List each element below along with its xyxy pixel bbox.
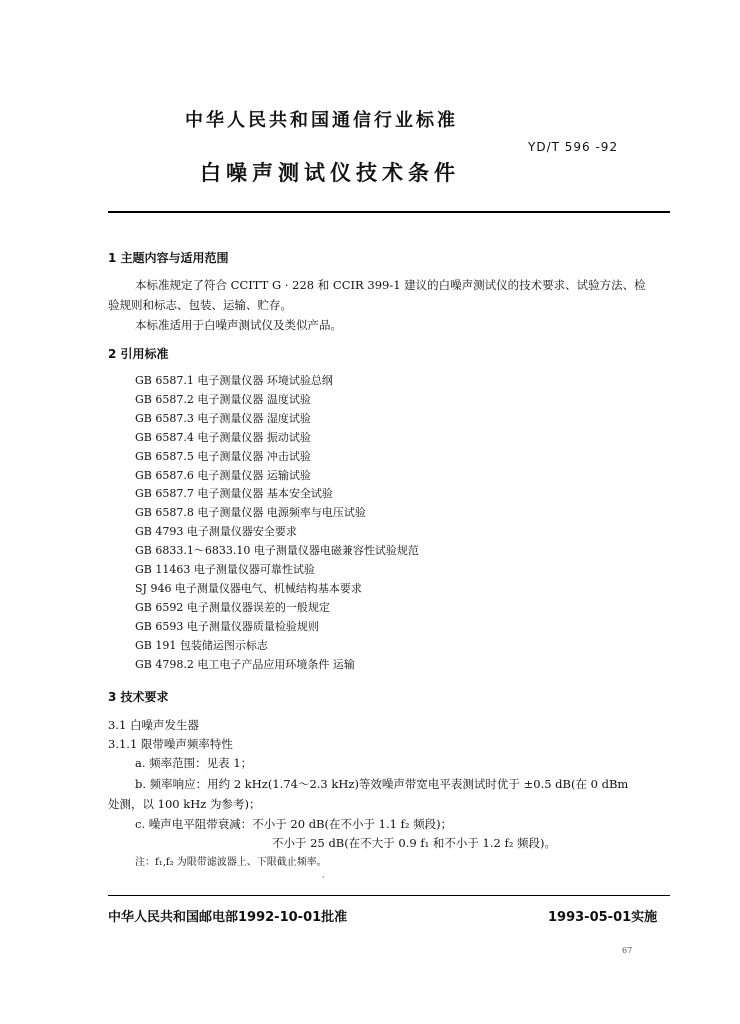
item-b-line-2: 处测，以 100 kHz 为参考)； [108, 797, 261, 811]
effective-date: 1993-05-01实施 [548, 910, 658, 925]
header-divider [108, 211, 670, 213]
reference-item: GB 6587.2 电子测量仪器 温度试验 [135, 392, 311, 406]
reference-item: GB 6587.1 电子测量仪器 环境试验总纲 [135, 374, 333, 387]
reference-item: GB 4798.2 电工电子产品应用环境条件 运输 [135, 657, 355, 671]
approval-statement: 中华人民共和国邮电部1992-10-01批准 [108, 910, 348, 925]
reference-item: GB 6587.8 电子测量仪器 电源频率与电压试验 [135, 506, 366, 520]
item-a: a. 频率范围：见表 1； [135, 756, 253, 770]
note: 注：f₁,f₂ 为限带滤波器上、下限截止频率。 [135, 857, 327, 868]
section-1-heading: 1 主题内容与适用范围 [108, 251, 229, 265]
section-2-heading: 2 引用标准 [108, 347, 169, 361]
footer-divider [108, 895, 670, 896]
reference-item: GB 191 包装储运图示标志 [135, 638, 268, 652]
page-number: 67 [622, 946, 633, 955]
item-b-line-1: b. 频率响应：用约 2 kHz(1.74～2.3 kHz)等效噪声带宽电平表测试时优于 ±0.5 dB(在 0 dBm [135, 777, 629, 791]
reference-item: GB 6587.4 电子测量仪器 振动试验 [135, 430, 311, 444]
reference-item: GB 6593 电子测量仪器质量检验规则 [135, 619, 319, 633]
section-1-paragraph-2: 本标准适用于白噪声测试仪及类似产品。 [135, 318, 342, 332]
reference-item: GB 6592 电子测量仪器误差的一般规定 [135, 600, 330, 614]
reference-item: GB 11463 电子测量仪器可靠性试验 [135, 563, 315, 576]
reference-item: GB 6587.7 电子测量仪器 基本安全试验 [135, 487, 333, 501]
reference-item: GB 6833.1～6833.10 电子测量仪器电磁兼容性试验规范 [135, 544, 419, 558]
reference-item: GB 6587.5 电子测量仪器 冲击试验 [135, 449, 311, 463]
reference-item: GB 6587.3 电子测量仪器 湿度试验 [135, 411, 311, 425]
section-1-paragraph-1-line-1: 本标准规定了符合 CCITT G · 228 和 CCIR 399-1 建议的白噪声测试仪的技术要求、试验方法、检 [135, 278, 646, 292]
subsection-3-1-heading: 3.1 白噪声发生器 [108, 718, 199, 732]
stray-mark: · [322, 873, 325, 882]
document-title: 白噪声测试仪技术条件 [200, 161, 460, 185]
issuing-organization: 中华人民共和国通信行业标准 [185, 110, 458, 131]
reference-item: SJ 946 电子测量仪器电气、机械结构基本要求 [135, 581, 362, 595]
item-c-line-2: 不小于 25 dB(在不大于 0.9 f₁ 和不小于 1.2 f₂ 频段)。 [272, 836, 556, 850]
item-c-line-1: c. 噪声电平阻带衰减：不小于 20 dB(在不小于 1.1 f₂ 频段)； [135, 817, 453, 831]
reference-item: GB 6587.6 电子测量仪器 运输试验 [135, 468, 311, 482]
section-1-paragraph-1-line-2: 验规则和标志、包装、运输、贮存。 [108, 298, 292, 312]
subsection-3-1-1-heading: 3.1.1 限带噪声频率特性 [108, 737, 233, 751]
standard-code: YD/T 596 -92 [528, 140, 619, 154]
section-3-heading: 3 技术要求 [108, 690, 169, 704]
reference-item: GB 4793 电子测量仪器安全要求 [135, 525, 297, 539]
